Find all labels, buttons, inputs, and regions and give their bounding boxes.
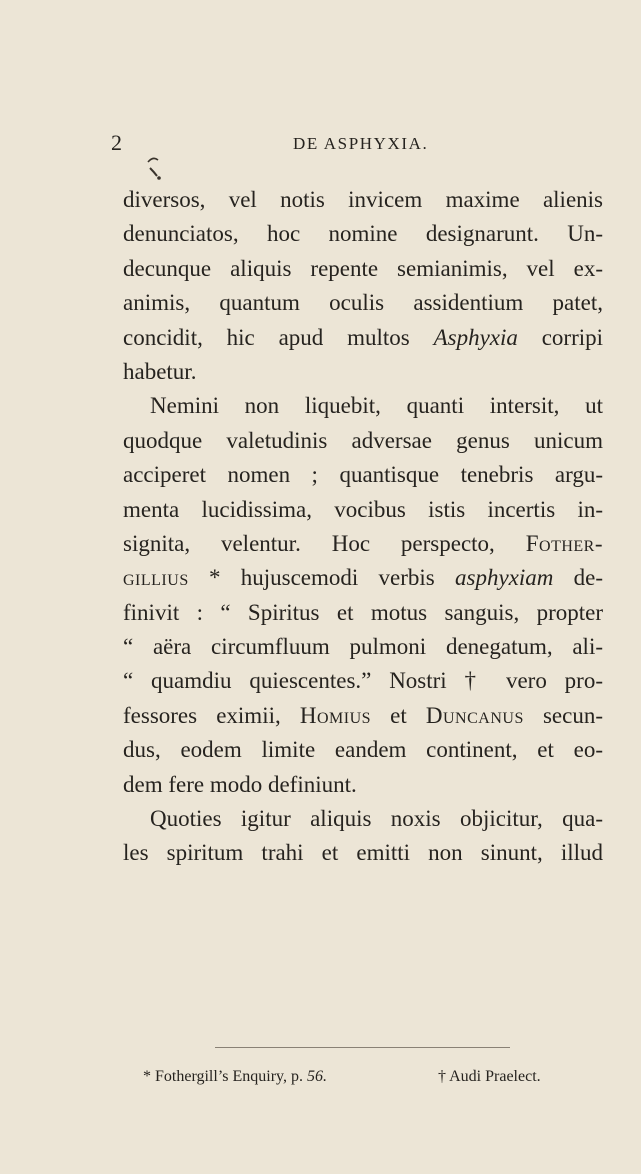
- footnote-text: * Fothergill’s Enquiry, p.: [143, 1068, 307, 1085]
- footnote-rule: [215, 1047, 510, 1048]
- text-line: [123, 561, 603, 595]
- text-line: dus, eodem limite eandem continent, et eo-: [123, 737, 603, 763]
- author-name: Duncanus: [425, 702, 524, 728]
- body-text: [123, 183, 603, 871]
- printer-mark-icon: [144, 154, 168, 182]
- text-span: secun-: [523, 702, 604, 728]
- footnote-page: 56.: [307, 1068, 327, 1085]
- author-name: gillius: [123, 565, 189, 591]
- text-span: concidit, hic apud multos: [123, 324, 434, 350]
- text-span: * hujuscemodi verbis: [188, 565, 455, 591]
- text-span: signita, velentur. Hoc perspecto,: [123, 530, 526, 556]
- text-line: quodque valetudinis adversae genus unicum: [123, 427, 603, 453]
- term-asphyxia: Asphyxia: [433, 324, 518, 350]
- footnote-fothergill: [143, 1066, 327, 1088]
- text-line: “ quamdiu quiescentes.” Nostri † vero pro-: [123, 668, 603, 694]
- text-line: menta lucidissima, vocibus istis incertis in-: [123, 496, 603, 522]
- author-name: Homius: [299, 702, 372, 728]
- text-line: denunciatos, hoc nomine designarunt. Un-: [123, 221, 603, 247]
- text-span: de-: [553, 565, 603, 591]
- running-head: DE ASPHYXIA.: [293, 134, 429, 153]
- text-span: fessores eximii,: [123, 702, 300, 728]
- term-asphyxiam: asphyxiam: [455, 565, 554, 591]
- author-name: Fother-: [525, 530, 603, 556]
- text-line: diversos, vel notis invicem maxime alienis: [123, 187, 603, 212]
- text-line: Quoties igitur aliquis noxis objicitur, qua-: [150, 806, 603, 832]
- text-line: dem fere modo definiunt.: [123, 771, 357, 797]
- text-line: habetur.: [123, 358, 197, 384]
- page-header: [0, 130, 641, 166]
- text-line: “ aëra circumfluum pulmoni denegatum, ali-: [123, 634, 603, 660]
- text-line: Nemini non liquebit, quanti intersit, ut: [150, 393, 603, 419]
- text-line: [123, 527, 603, 561]
- text-span: et: [371, 702, 426, 728]
- text-line: finivit : “ Spiritus et motus sanguis, propter: [123, 599, 603, 625]
- text-span: corripi: [517, 324, 604, 350]
- footnote-praelect: † Audi Praelect.: [438, 1068, 541, 1085]
- footnotes: [0, 1066, 641, 1092]
- page-number: 2: [111, 130, 122, 155]
- text-line: [123, 699, 603, 733]
- text-line: animis, quantum oculis assidentium patet,: [123, 290, 603, 316]
- text-line: decunque aliquis repente semianimis, vel ex-: [123, 255, 603, 281]
- text-line: les spiritum trahi et emitti non sinunt, illud: [123, 840, 603, 866]
- text-line: [123, 321, 603, 355]
- text-line: acciperet nomen ; quantisque tenebris argu-: [123, 462, 603, 488]
